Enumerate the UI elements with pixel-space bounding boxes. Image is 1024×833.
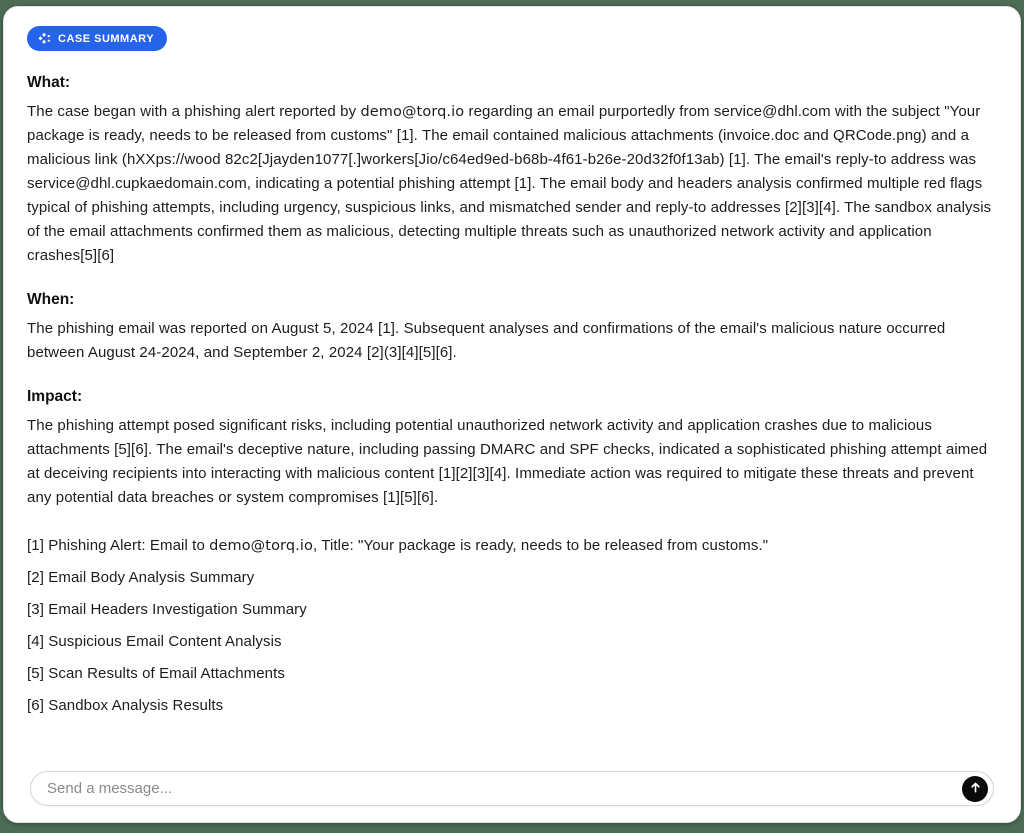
section-paragraph: The phishing email was reported on August 5, 2024 [1]. Subsequent analyses and confirmations of the email's malicious nature occurred between August 24-2024, and September 2, 2024 [2](3][4][5][6].: [27, 320, 946, 361]
reference-item: [1] Phishing Alert: Email to demo@torq.io, Title: "Your package is ready, needs to be released from customs.": [27, 537, 769, 554]
section-paragraph: The case began with a phishing alert reported by demo@torq.io regarding an email purportedly from service@dhl.com with the subject "Your package is ready, needs to be released from customs" [1]. The email contained malicious attachments (invoice.doc and QRCode.png) and a malicious link (hXXps://wood 82c2[Jjayden1077[.]workers[Jio/c64ed9ed-b68b-4f61-b26e-20d32f0f13ab) [1]. The email's reply-to address was service@dhl.cupkaedomain.com, indicating a potential phishing attempt [1]. The email body and headers analysis confirmed multiple red flags typical of phishing attempts, including urgency, suspicious links, and mismatched sender and reply-to addresses [2][3][4]. The sandbox analysis of the email attachments confirmed them as malicious, detecting multiple threats such as unauthorized network activity and application crashes[5][6]: [27, 103, 992, 264]
case-summary-badge[interactable]: [27, 26, 167, 51]
sections: [27, 74, 997, 510]
message-input[interactable]: [47, 780, 962, 797]
reference-item: [6] Sandbox Analysis Results: [27, 697, 224, 714]
case-summary-card: [3, 6, 1021, 823]
reference-item: [2] Email Body Analysis Summary: [27, 569, 255, 586]
sparkle-icon: [38, 32, 51, 45]
send-button[interactable]: [962, 776, 988, 802]
references-list: [27, 534, 997, 718]
arrow-up-icon: [969, 781, 982, 797]
section-heading: When:: [27, 291, 75, 308]
reference-item: [5] Scan Results of Email Attachments: [27, 665, 285, 682]
reference-item: [3] Email Headers Investigation Summary: [27, 601, 307, 618]
section-heading: What:: [27, 74, 71, 91]
reference-item: [4] Suspicious Email Content Analysis: [27, 633, 282, 650]
section-paragraph: The phishing attempt posed significant risks, including potential unauthorized network activity and application crashes due to malicious attachments [5][6]. The email's deceptive nature, including passing DMARC and SPF checks, indicated a sophisticated phishing attempt aimed at deceiving recipients into interacting with malicious content [1][2][3][4]. Immediate action was required to mitigate these threats and prevent any potential data breaches or system compromises [1][5][6].: [27, 417, 988, 506]
message-composer: [30, 771, 994, 806]
case-summary-badge-label: CASE SUMMARY: [58, 32, 155, 45]
section-heading: Impact:: [27, 388, 83, 405]
